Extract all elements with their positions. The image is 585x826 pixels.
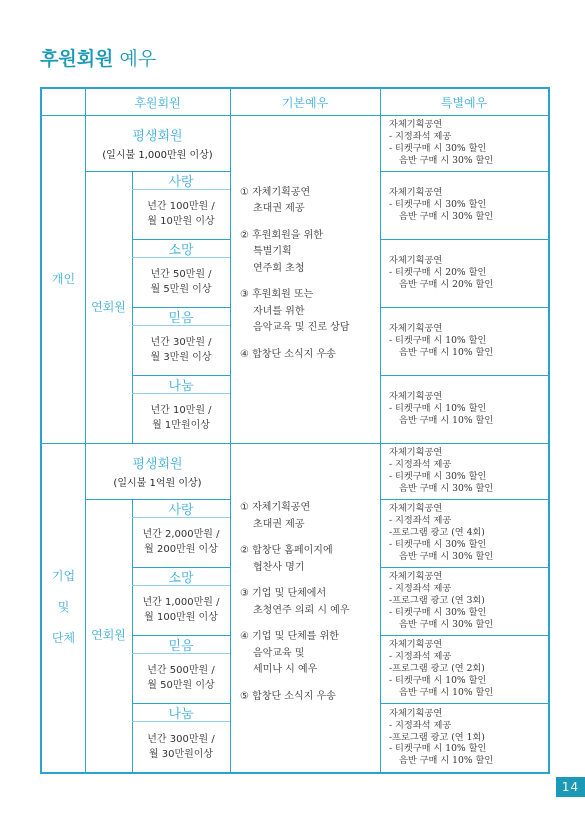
tier-amount: 년간 30만원 / 월 3만원 이상 — [150, 337, 212, 363]
special-benefit: 자체기획공연 - 지정좌석 제공 - 티켓구매 시 30% 할인 음반 구매 시 30% 할인 — [389, 447, 494, 494]
divider — [132, 653, 230, 654]
corporate-annual-label: 연회원 — [91, 628, 126, 643]
special-benefit: 자체기획공연 - 티켓구매 시 30% 할인 음반 구매 시 30% 할인 — [389, 187, 494, 222]
tier-name: 나눔 — [168, 378, 194, 394]
tier-name: 나눔 — [168, 706, 194, 722]
divider — [380, 635, 548, 636]
category-corporate: 기업 및 단체 — [51, 568, 76, 646]
divider — [380, 499, 548, 500]
tier-amount: 년간 1,000만원 / 월 100만원 이상 — [142, 597, 220, 623]
special-benefit: 자체기획공연 - 티켓구매 시 20% 할인 음반 구매 시 20% 할인 — [389, 255, 494, 290]
header-member: 후원회원 — [134, 95, 181, 110]
divider — [132, 517, 230, 518]
divider — [132, 189, 230, 190]
header-basic: 기본예우 — [281, 95, 329, 110]
special-benefit: 자체기획공연 - 티켓구매 시 10% 할인 음반 구매 시 10% 할인 — [389, 391, 494, 426]
tier-amount: 년간 500만원 / 월 50만원 이상 — [147, 665, 215, 691]
divider — [230, 89, 231, 772]
individual-lifetime — [85, 115, 230, 171]
special-benefit: 자체기획공연 - 지정좌석 제공 -프로그램 광고 (연 2회) - 티켓구매 시 10% 할인 음반 구매 시 10% 할인 — [389, 639, 494, 698]
divider — [380, 567, 548, 568]
corporate-lifetime — [85, 443, 230, 499]
divider — [380, 703, 548, 704]
divider — [85, 499, 230, 500]
divider — [132, 567, 230, 568]
special-benefit: 자체기획공연 - 지정좌석 제공 - 티켓구매 시 30% 할인 음반 구매 시 30% 할인 — [389, 119, 494, 166]
divider — [132, 257, 230, 258]
corporate-basic-benefits: ① 자체기획공연 초대권 제공 ② 합창단 홈페이지에 협찬사 명기 ③ 기업 및 단체에서 초청연주 의뢰 시 예우 ④ 기업 및 단체를 위한 음악교육 및 세미나 시 예우 ⑤ 합창단 소식지 우송 — [240, 502, 350, 702]
tier-name: 믿음 — [168, 638, 194, 654]
divider — [380, 171, 548, 172]
individual-annual-label: 연회원 — [91, 299, 126, 314]
divider — [132, 703, 230, 704]
tier-amount: 년간 50만원 / 월 5만원 이상 — [150, 269, 212, 295]
tier-name: 믿음 — [168, 310, 194, 326]
category-individual: 개인 — [51, 271, 76, 286]
tier-name: 소망 — [168, 570, 194, 586]
divider — [380, 89, 381, 772]
divider — [380, 307, 548, 308]
page-number: 14 — [556, 777, 585, 797]
divider — [132, 307, 230, 308]
membership-benefits-table — [40, 87, 550, 774]
divider — [42, 115, 548, 116]
divider — [85, 89, 86, 772]
tier-amount: 년간 10만원 / 월 1만원이상 — [150, 405, 212, 431]
page-title: 후원회원 예우 — [40, 48, 157, 70]
divider — [132, 375, 230, 376]
tier-amount: 년간 100만원 / 월 10만원 이상 — [147, 201, 215, 227]
divider — [132, 393, 230, 394]
individual-basic-benefits: ① 자체기획공연 초대권 제공 ② 후원회원을 위한 특별기획 연주회 초청 ③ 후원회원 또는 자녀를 위한 음악교육 및 진로 상담 ④ 합창단 소식지 우송 — [240, 186, 350, 360]
special-benefit: 자체기획공연 - 지정좌석 제공 -프로그램 광고 (연 4회) - 티켓구매 시 30% 할인 음반 구매 시 30% 할인 — [389, 503, 494, 562]
divider — [132, 239, 230, 240]
divider — [380, 239, 548, 240]
tier-name: 사랑 — [168, 502, 194, 518]
lifetime-note: (일시불 1,000만원 이상) — [102, 150, 213, 161]
divider — [85, 171, 230, 172]
lifetime-note: (일시불 1억원 이상) — [113, 478, 202, 489]
divider — [132, 721, 230, 722]
divider — [380, 375, 548, 376]
tier-amount: 년간 300만원 / 월 30만원이상 — [147, 733, 215, 760]
special-benefit: 자체기획공연 - 티켓구매 시 10% 할인 음반 구매 시 10% 할인 — [389, 323, 494, 358]
divider — [132, 635, 230, 636]
divider — [42, 443, 548, 444]
tier-name: 소망 — [168, 242, 194, 258]
special-benefit: 자체기획공연 - 지정좌석 제공 -프로그램 광고 (연 3회) - 티켓구매 시 30% 할인 음반 구매 시 30% 할인 — [389, 571, 494, 630]
lifetime-name: 평생회원 — [132, 457, 183, 472]
divider — [132, 585, 230, 586]
special-benefit: 자체기획공연 - 지정좌석 제공 -프로그램 광고 (연 1회) - 티켓구매 시 10% 할인 음반 구매 시 10% 할인 — [389, 707, 494, 767]
tier-amount: 년간 2,000만원 / 월 200만원 이상 — [142, 529, 220, 555]
lifetime-name: 평생회원 — [132, 129, 183, 144]
tier-name: 사랑 — [168, 174, 194, 190]
divider — [132, 325, 230, 326]
header-special: 특별예우 — [440, 95, 488, 110]
